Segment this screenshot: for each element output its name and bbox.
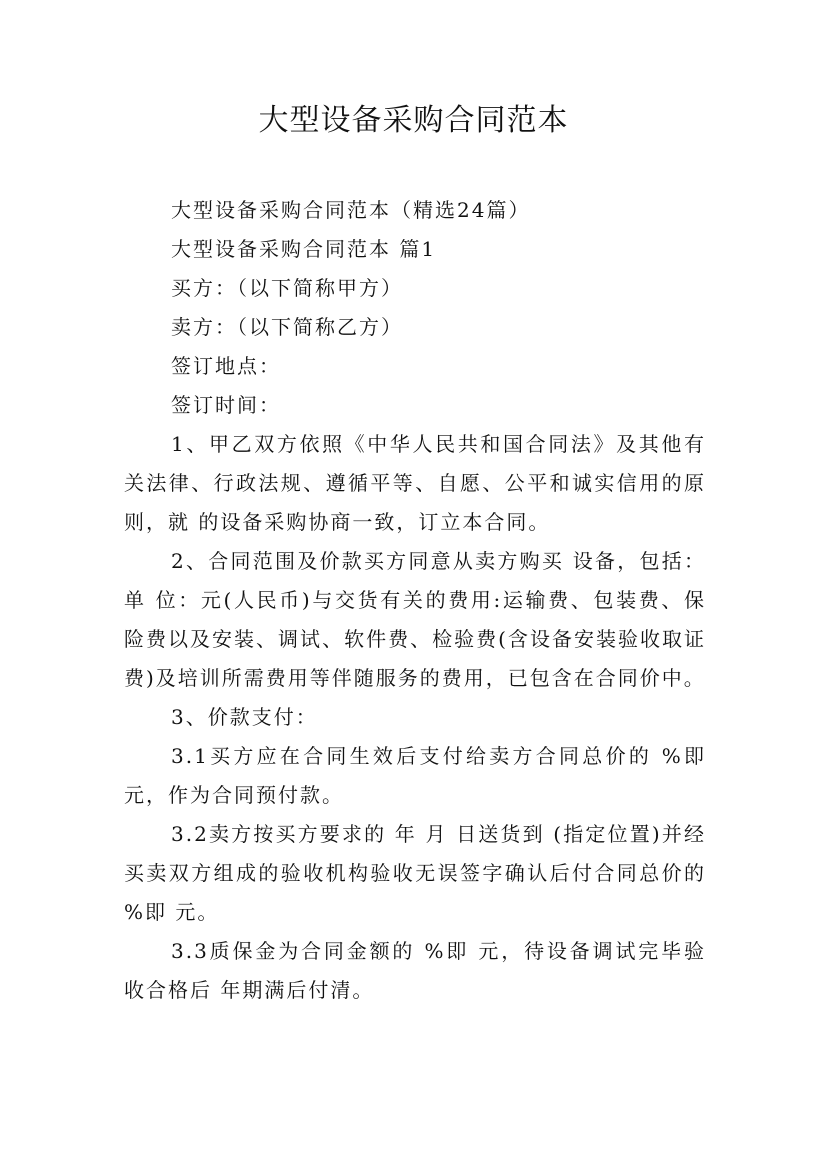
paragraph-clause-3-2: 3.2卖方按买方要求的 年 月 日送货到 (指定位置)并经买卖双方组成的验收机构验收无误签字确认后付合同总价的 %即 元。 [124, 822, 706, 924]
paragraph-clause-3-3: 3.3质保金为合同金额的 %即 元，待设备调试完毕验收合格后 年期满后付清。 [124, 939, 706, 1002]
paragraph-clause-3-1: 3.1买方应在合同生效后支付给卖方合同总价的 %即 元，作为合同预付款。 [124, 744, 706, 807]
paragraph-subtitle: 大型设备采购合同范本（精选24篇） [171, 198, 531, 222]
paragraph-clause-2: 2、合同范围及价款买方同意从卖方购买 设备，包括：单 位：元(人民币)与交货有关的费用:运输费、包装费、保险费以及安装、调试、软件费、检验费(含设备安装验收取证费)及培训所需费用等伴随服务的费用，已包含在合同价中。 [124, 549, 706, 690]
paragraph-clause-3: 3、价款支付： [171, 705, 318, 729]
paragraph-signing-time: 签订时间： [171, 393, 281, 417]
document-body [124, 191, 706, 1010]
paragraph-buyer: 买方：（以下简称甲方） [171, 276, 403, 300]
paragraph-section-heading: 大型设备采购合同范本 篇1 [171, 237, 437, 261]
paragraph-clause-1: 1、甲乙双方依照《中华人民共和国合同法》及其他有关法律、行政法规、遵循平等、自愿、公平和诚实信用的原则，就 的设备采购协商一致，订立本合同。 [124, 432, 706, 534]
document-title: 大型设备采购合同范本 [258, 103, 569, 138]
paragraph-seller: 卖方：（以下简称乙方） [171, 315, 403, 339]
paragraph-signing-place: 签订地点： [171, 354, 281, 378]
